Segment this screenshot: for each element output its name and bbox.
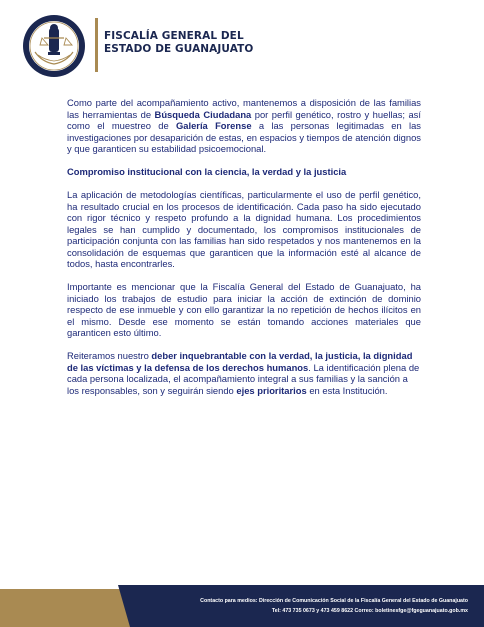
- p4-text-2: . La identificación plena de cada persona localizada, el acompañamiento integral a sus familias y la sanción a los responsables, son y seguirán siendo: [67, 361, 420, 396]
- p4-text-1: Reiteramos nuestro: [67, 350, 152, 361]
- p1-bold-galeria: Galería Forense: [175, 120, 252, 131]
- document-body: [67, 97, 421, 408]
- letterhead: [0, 0, 484, 96]
- p1-text-1: Como parte del acompañamiento activo, mantenemos a disposición de las familias las herramientas de: [67, 97, 421, 120]
- paragraph-1: [67, 97, 421, 155]
- fiscalia-seal-icon: [22, 14, 86, 78]
- header-divider: [95, 18, 98, 72]
- org-name-line-2: ESTADO DE GUANAJUATO: [104, 43, 254, 55]
- p1-text-3: a las personas legitimadas en las investigaciones por desaparición de estas, en espacios y tiempos de atención dignos y que garanticen su estabilidad psicoemocional.: [67, 120, 421, 154]
- p1-bold-busqueda: Búsqueda Ciudadana: [154, 108, 252, 120]
- paragraph-3: Importante es mencionar que la Fiscalía General del Estado de Guanajuato, ha iniciado los trabajos de estudio para iniciar la acción de extinción de dominio respecto de ese inmueble y con ello garantizar la no repetición de hechos ilícitos en el mismo. Desde ese momento se están tomando acciones materiales que garanticen esto último.: [67, 281, 421, 338]
- footer-contact: [150, 597, 468, 616]
- section-heading: Compromiso institucional con la ciencia, la verdad y la justicia: [67, 166, 347, 177]
- p4-bold-deber: deber inquebrantable con la verdad, la justicia, la dignidad de las víctimas y la defensa de los derechos humanos: [67, 350, 413, 373]
- p4-text-3: en esta Institución.: [306, 384, 388, 396]
- footer-contact-line-2: Tel: 473 735 0673 y 473 459 8622 Correo: boletinesfge@fgeguanajuato.gob.mx: [271, 607, 468, 614]
- footer-contact-line-1: Contacto para medios: Dirección de Comunicación Social de la Fiscalía General del Estado de Guanajuato: [200, 598, 468, 604]
- paragraph-2: La aplicación de metodologías científicas, particularmente el uso de perfil genético, ha resultado crucial en los procesos de identificación. Cada paso ha sido ejecutado con rigor técnico y respeto profundo a la dignidad humana. Los procedimientos legales se han cumplido y documentado, los compromisos institucionales de participación conjunta con las familias han sido respetados y nos mantenemos en la consolidación de esquemas que garanticen que la información esté al alcance de todos, hasta encontrarles.: [67, 189, 421, 269]
- org-name-line-1: FISCALÍA GENERAL DEL: [104, 30, 244, 42]
- p4-bold-ejes: ejes prioritarios: [236, 384, 307, 396]
- paragraph-4: [67, 350, 421, 396]
- p1-text-2: por perfil genético, rostro y huellas; así como el muestreo de: [67, 108, 421, 131]
- organization-name: [104, 30, 253, 56]
